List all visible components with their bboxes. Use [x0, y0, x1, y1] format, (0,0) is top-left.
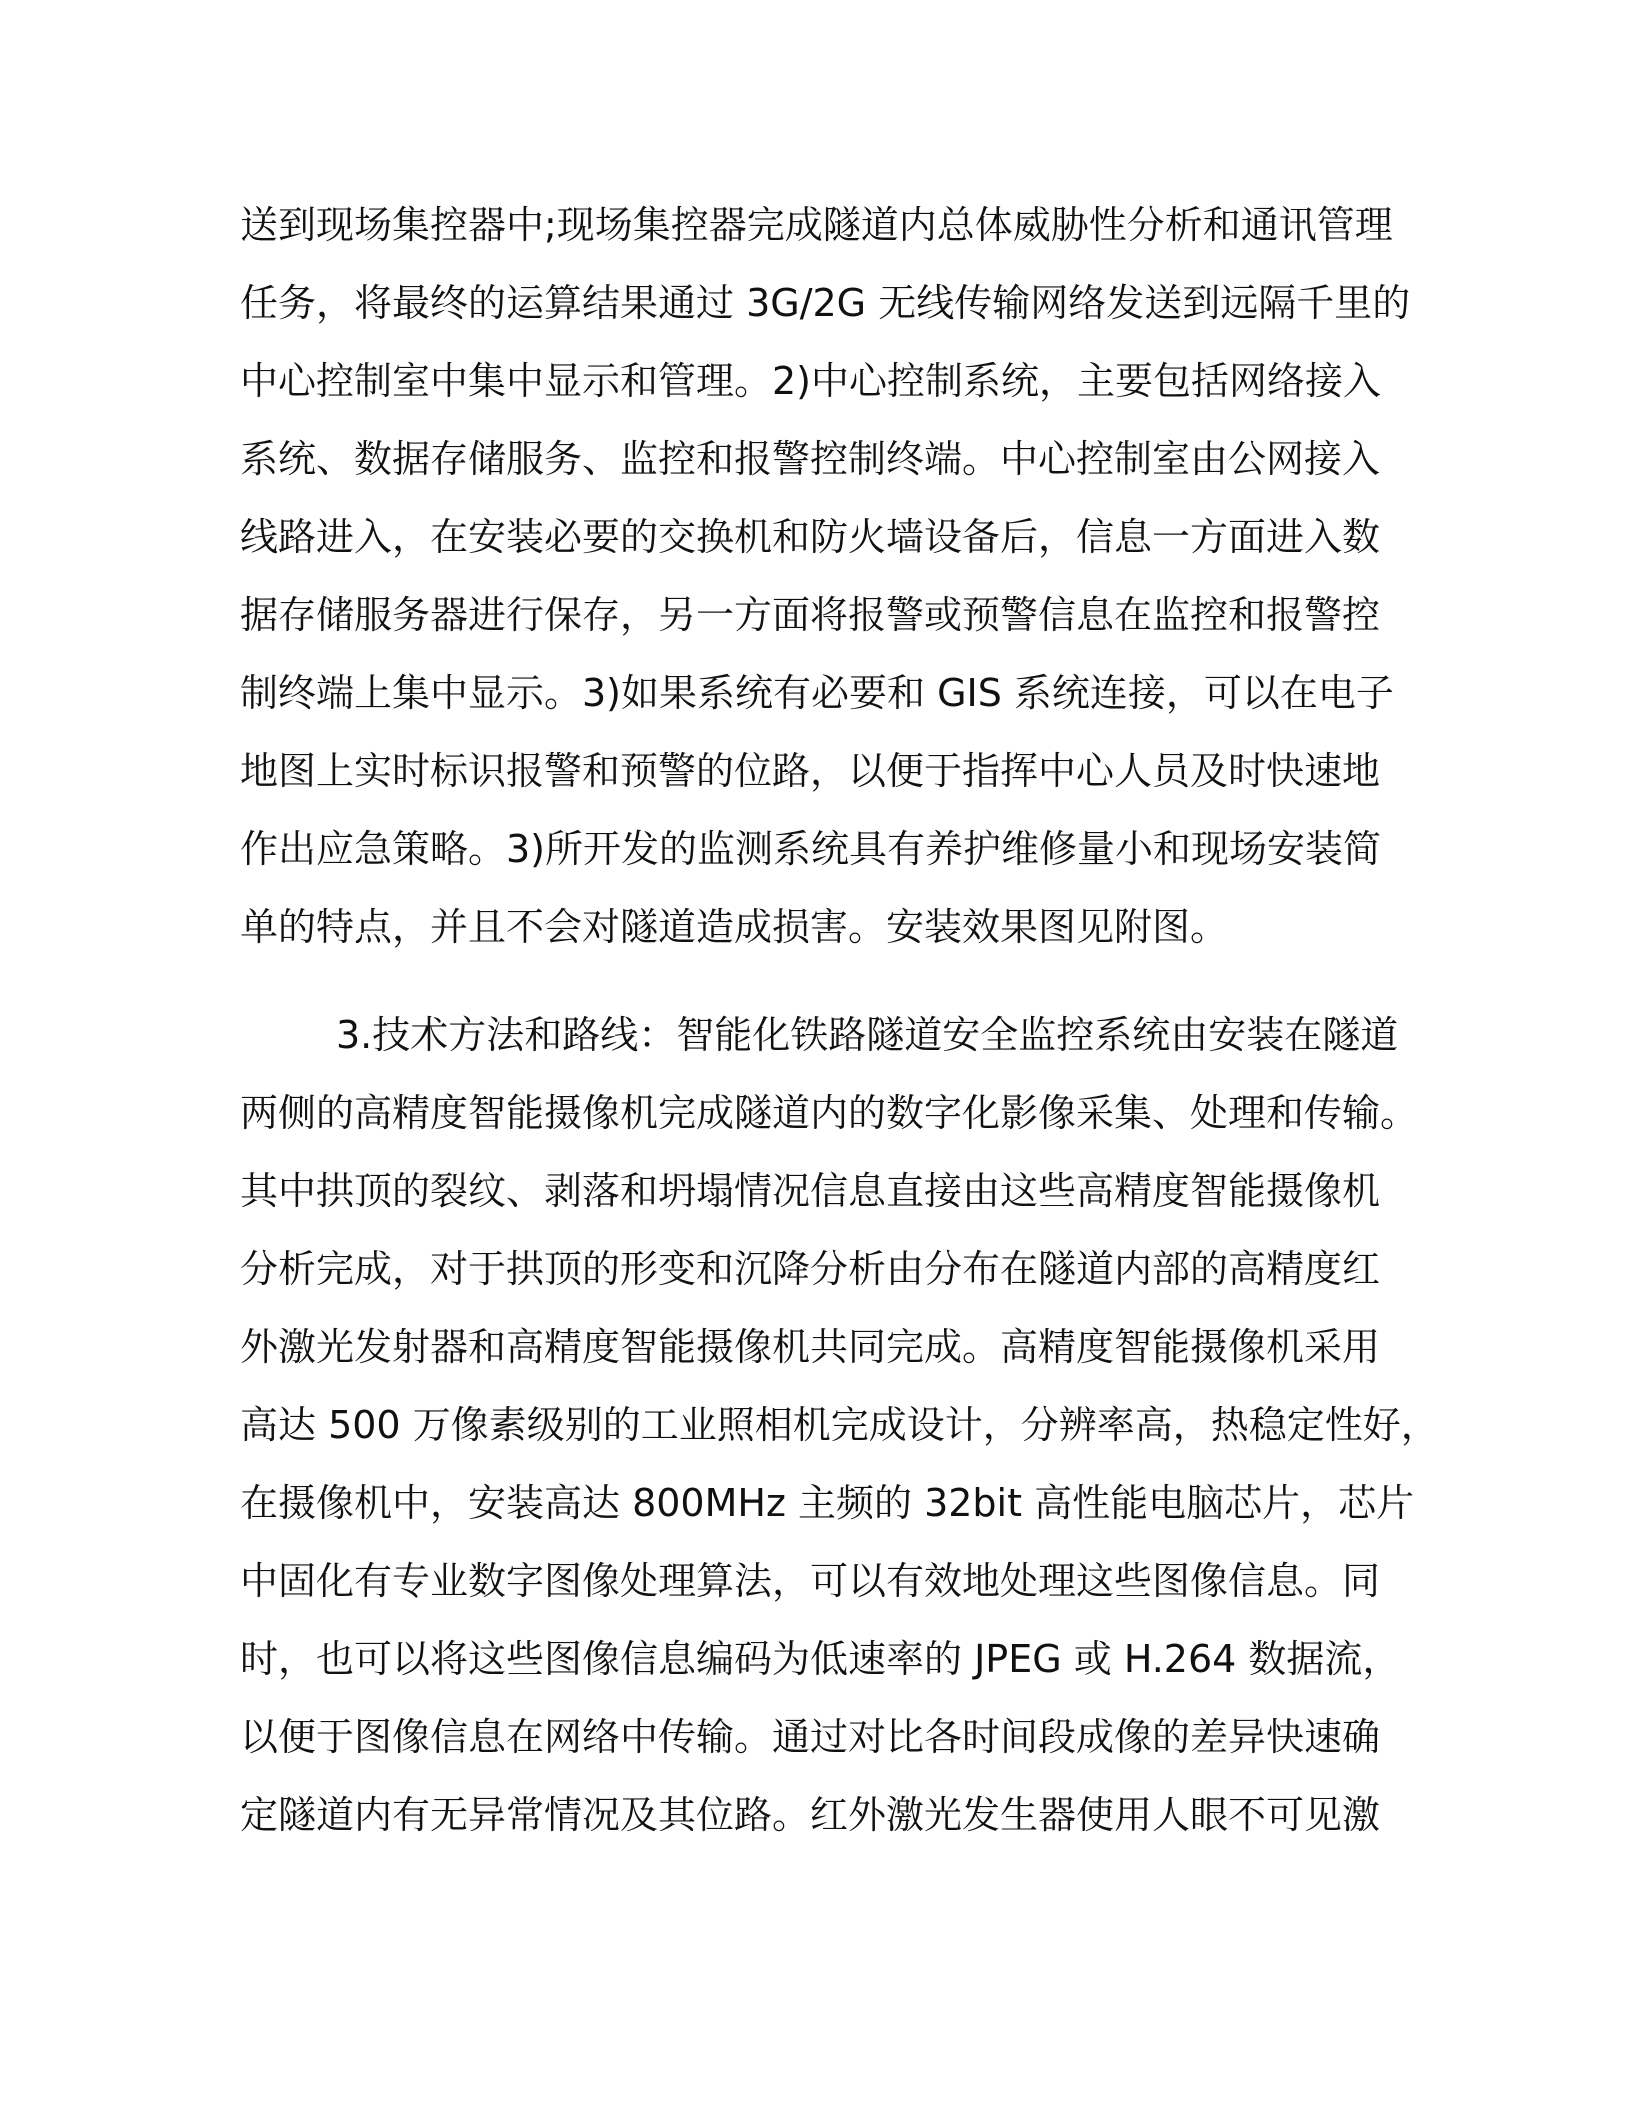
paragraph-line: 中固化有专业数字图像处理算法，可以有效地处理这些图像信息。同 — [240, 1559, 1381, 1603]
document-body — [240, 186, 1439, 1854]
paragraph-line: 以便于图像信息在网络中传输。通过对比各时间段成像的差异快速确 — [240, 1715, 1381, 1759]
paragraph-line: 时，也可以将这些图像信息编码为低速率的 JPEG 或 H.264 数据流， — [240, 1637, 1401, 1681]
paragraph-line: 其中拱顶的裂纹、剥落和坍塌情况信息直接由这些高精度智能摄像机 — [240, 1169, 1381, 1213]
paragraph-line: 制终端上集中显示。3)如果系统有必要和 GIS 系统连接，可以在电子 — [240, 671, 1394, 715]
paragraph-line: 外激光发射器和高精度智能摄像机共同完成。高精度智能摄像机采用 — [240, 1325, 1381, 1369]
paragraph-line: 作出应急策略。3)所开发的监测系统具有养护维修量小和现场安装简 — [240, 827, 1382, 871]
paragraph-1 — [240, 186, 1411, 966]
paragraph-line: 高达 500 万像素级别的工业照相机完成设计，分辨率高，热稳定性好， — [240, 1403, 1439, 1447]
paragraph-line: 3.技术方法和路线：智能化铁路隧道安全监控系统由安装在隧道 — [336, 1013, 1399, 1057]
paragraph-line: 中心控制室中集中显示和管理。2)中心控制系统，主要包括网络接入 — [240, 359, 1382, 403]
paragraph-line: 任务，将最终的运算结果通过 3G/2G 无线传输网络发送到远隔千里的 — [240, 281, 1411, 325]
paragraph-line: 线路进入，在安装必要的交换机和防火墙设备后，信息一方面进入数 — [240, 515, 1381, 559]
paragraph-gap — [240, 966, 1390, 996]
paragraph-line: 在摄像机中，安装高达 800MHz 主频的 32bit 高性能电脑芯片，芯片 — [240, 1481, 1415, 1525]
paragraph-line: 地图上实时标识报警和预警的位路，以便于指挥中心人员及时快速地 — [240, 749, 1381, 793]
paragraph-line: 送到现场集控器中;现场集控器完成隧道内总体威胁性分析和通讯管理 — [240, 203, 1393, 247]
paragraph-2 — [240, 996, 1439, 1854]
paragraph-line: 系统、数据存储服务、监控和报警控制终端。中心控制室由公网接入 — [240, 437, 1381, 481]
paragraph-line: 单的特点，并且不会对隧道造成损害。安装效果图见附图。 — [240, 905, 1229, 949]
paragraph-line: 分析完成，对于拱顶的形变和沉降分析由分布在隧道内部的高精度红 — [240, 1247, 1381, 1291]
paragraph-line: 两侧的高精度智能摄像机完成隧道内的数字化影像采集、处理和传输。 — [240, 1091, 1419, 1135]
paragraph-line: 据存储服务器进行保存，另一方面将报警或预警信息在监控和报警控 — [240, 593, 1381, 637]
paragraph-line: 定隧道内有无异常情况及其位路。红外激光发生器使用人眼不可见激 — [240, 1793, 1381, 1837]
